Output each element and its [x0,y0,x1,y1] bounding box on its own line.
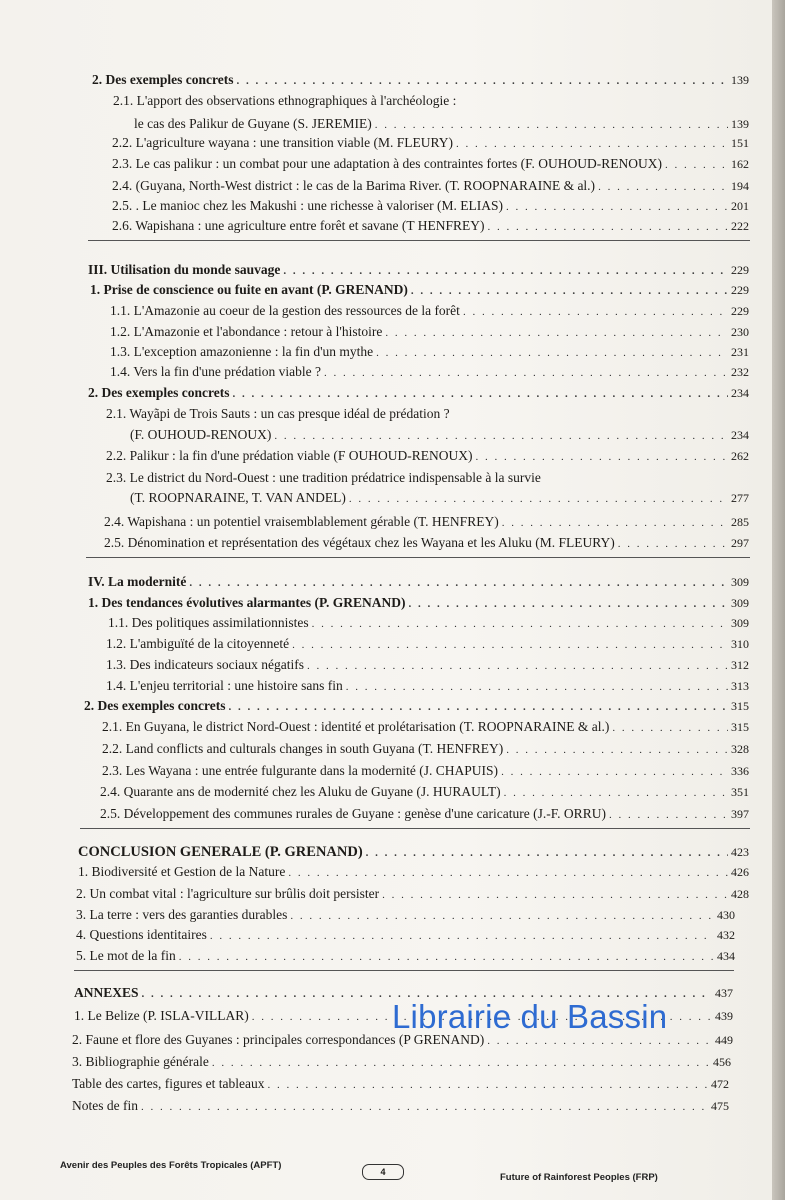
toc-page-number: 139 [731,117,749,131]
leader-dots [411,283,728,299]
toc-heading-text: IV. La modernité [88,574,187,589]
leader-dots [385,325,728,341]
toc-item [106,678,749,695]
toc-item [106,657,749,674]
toc-page-number: 423 [731,845,749,859]
toc-item-text: 1.3. L'exception amazonienne : la fin d'un mythe [110,344,374,359]
toc-heading-section-2 [92,72,749,89]
leader-dots [232,386,728,402]
toc-subheading-text: 2. Des exemples concrets [88,385,230,400]
toc-subheading [88,385,749,402]
toc-item [112,198,749,215]
toc-item [102,719,749,736]
leader-dots [501,764,728,780]
toc-page-number: 309 [731,596,749,610]
toc-page-number: 434 [717,949,735,963]
toc-item [112,218,749,235]
toc-item-text: 2. Un combat vital : l'agriculture sur brûlis doit persister [76,886,380,901]
toc-item [72,1098,729,1115]
leader-dots [312,616,728,632]
toc-item [104,514,749,531]
leader-dots [228,699,728,715]
leader-dots [506,742,728,758]
toc-item [134,116,749,133]
toc-page-number: 231 [731,345,749,359]
watermark-text: Librairie du Bassin [392,998,668,1035]
toc-page-number: 426 [731,865,749,879]
toc-item [72,1076,729,1093]
leader-dots [324,365,728,381]
toc-page-number: 336 [731,764,749,778]
toc-page-number: 139 [731,73,749,87]
toc-heading-section-3 [88,262,749,279]
leader-dots [376,345,728,361]
toc-page-number: 315 [731,720,749,734]
leader-dots [488,219,728,235]
toc-heading-text: III. Utilisation du monde sauvage [88,262,281,277]
toc-page-number: 428 [731,887,749,901]
toc-item-text: 1.1. L'Amazonie au coeur de la gestion des ressources de la forêt [110,303,460,318]
toc-page-number: 432 [717,928,735,942]
leader-dots [189,575,728,591]
leader-dots [236,73,728,89]
toc-item-text: (T. ROOPNARAINE, T. VAN ANDEL) [130,490,346,505]
toc-item [76,886,749,903]
toc-subheading-text: 2. Des exemples concrets [84,698,226,713]
toc-item-text: 2.5. Dénomination et représentation des végétaux chez les Wayana et les Aluku (M. FLEURY) [104,535,615,550]
toc-page-number: 194 [731,179,749,193]
leader-dots [456,136,728,152]
toc-item-text: 2.5. Développement des communes rurales de Guyane : genèse d'une caricature (J.-F. ORRU) [100,806,606,821]
toc-page-number: 297 [731,536,749,550]
toc-page-number: 229 [731,304,749,318]
toc-heading-conclusion [78,844,749,861]
toc-item-text: 3. Bibliographie générale [72,1054,209,1069]
toc-item [106,636,749,653]
toc-item [78,864,749,881]
toc-item-text: 1. Biodiversité et Gestion de la Nature [78,864,286,879]
section-divider [88,240,750,241]
toc-item [110,324,749,341]
toc-item [110,344,749,361]
toc-item [76,907,735,924]
leader-dots [506,199,728,215]
toc-page-number: 309 [731,616,749,630]
toc-item [112,135,749,152]
toc-page-number: 230 [731,325,749,339]
toc-page-number: 310 [731,637,749,651]
page-edge-shadow [772,0,785,1200]
toc-item [110,303,749,320]
toc-item-text: 2.4. (Guyana, North-West district : le cas de la Barima River. (T. ROOPNARAINE & al.) [112,178,596,193]
toc-page-number: 328 [731,742,749,756]
leader-dots [212,1055,710,1071]
toc-item-text: 1. Le Belize (P. ISLA-VILLAR) [74,1008,249,1023]
toc-item [76,927,735,944]
toc-page-number: 234 [731,386,749,400]
toc-page-number: 232 [731,365,749,379]
toc-item [110,364,749,381]
toc-item [106,448,749,465]
toc-item [102,763,749,780]
toc-item-text: (F. OUHOUD-RENOUX) [130,427,272,442]
toc-item-text: Table des cartes, figures et tableaux [72,1076,265,1091]
leader-dots [179,949,714,965]
toc-item-text: 2.1. L'apport des observations ethnographiques à l'archéologie : [113,93,457,108]
leader-dots [283,263,728,279]
toc-page-number: 456 [713,1055,731,1069]
toc-item-text: Notes de fin [72,1098,138,1113]
toc-subheading-text: 1. Des tendances évolutives alarmantes (P. GRENAND) [88,595,406,610]
toc-item-text: 1.3. Des indicateurs sociaux négatifs [106,657,304,672]
leader-dots [476,449,729,465]
toc-item-text: 2.6. Wapishana : une agriculture entre forêt et savane (T HENFREY) [112,218,485,233]
toc-subheading [90,282,749,299]
toc-heading-text: CONCLUSION GENERALE (P. GRENAND) [78,844,363,860]
toc-item [108,615,749,632]
toc-item-text: 2.4. Quarante ans de modernité chez les Aluku de Guyane (J. HURAULT) [100,784,501,799]
leader-dots [292,637,728,653]
toc-page-number: 313 [731,679,749,693]
toc-page-number: 351 [731,785,749,799]
leader-dots [141,1099,708,1115]
leader-dots [504,785,728,801]
toc-page-number: 439 [715,1009,733,1023]
toc-subheading [84,698,749,715]
toc-item [130,427,749,444]
leader-dots [307,658,728,674]
toc-page-number: 262 [731,449,749,463]
toc-item-text: 2.3. Le district du Nord-Ouest : une tradition prédatrice indispensable à la survie [106,470,541,485]
leader-dots [346,679,728,695]
leader-dots [375,117,728,133]
toc-item-text: 1.1. Des politiques assimilationnistes [108,615,309,630]
toc-item-text: 2.1. En Guyana, le district Nord-Ouest : identité et prolétarisation (T. ROOPNARAINE & al.) [102,719,610,734]
toc-item-text: 4. Questions identitaires [76,927,207,942]
section-divider [74,970,734,971]
toc-item-text: 2.4. Wapishana : un potentiel vraisemblablement gérable (T. HENFREY) [104,514,499,529]
section-divider [86,557,750,558]
toc-heading-text: 2. Des exemples concrets [92,72,234,87]
toc-item [100,806,749,823]
toc-page-number: 430 [717,908,735,922]
leader-dots [349,491,728,507]
toc-item [112,156,749,173]
toc-item-text: 2. Faune et flore des Guyanes : principales correspondances (P GRENAND) [72,1032,485,1047]
leader-dots [366,845,728,861]
toc-item-text: le cas des Palikur de Guyane (S. JEREMIE) [134,116,372,131]
toc-item-text: 1.4. L'enjeu territorial : une histoire sans fin [106,678,343,693]
leader-dots [290,908,714,924]
toc-item-text: 2.2. L'agriculture wayana : une transition viable (M. FLEURY) [112,135,453,150]
toc-page-number: 475 [711,1099,729,1113]
leader-dots [598,179,728,195]
toc-subheading [88,595,749,612]
toc-page-number: 151 [731,136,749,150]
toc-page-number: 309 [731,575,749,589]
toc-page-number: 229 [731,263,749,277]
toc-item [112,178,749,195]
toc-item [102,741,749,758]
toc-item-text: 1.4. Vers la fin d'une prédation viable ? [110,364,321,379]
toc-item-text: 2.2. Palikur : la fin d'une prédation viable (F OUHOUD-RENOUX) [106,448,473,463]
leader-dots [612,720,728,736]
toc-item-text: 2.2. Land conflicts and culturals changes in south Guyana (T. HENFREY) [102,741,504,756]
toc-page-number: 162 [731,157,749,171]
toc-page-number: 229 [731,283,749,297]
leader-dots [609,807,728,823]
toc-page-number: 315 [731,699,749,713]
toc-item-text: 2.5. . Le manioc chez les Makushi : une richesse à valoriser (M. ELIAS) [112,198,504,213]
toc-item-text: 1.2. L'Amazonie et l'abondance : retour à l'histoire [110,324,383,339]
toc-subheading-text: 1. Prise de conscience ou fuite en avant (P. GRENAND) [90,282,408,297]
toc-item-text: 1.2. L'ambiguïté de la citoyenneté [106,636,290,651]
footer-right: Future of Rainforest Peoples (FRP) [500,1172,658,1183]
toc-item-text: 3. La terre : vers des garanties durables [76,907,288,922]
toc-page-number: 285 [731,515,749,529]
toc-page-number: 449 [715,1033,733,1047]
toc-item [72,1054,731,1071]
leader-dots [618,536,728,552]
toc-page-number: 222 [731,219,749,233]
toc-item [130,490,749,507]
toc-heading-section-4 [88,574,749,591]
leader-dots [210,928,714,944]
leader-dots [382,887,728,903]
leader-dots [274,428,728,444]
leader-dots [665,157,728,173]
toc-item [104,535,749,552]
toc-item-text: 2.3. Les Wayana : une entrée fulgurante dans la modernité (J. CHAPUIS) [102,763,499,778]
toc-heading-text: ANNEXES [74,985,139,1000]
toc-item-text: 2.1. Wayãpi de Trois Sauts : un cas presque idéal de prédation ? [106,406,450,421]
toc-page-number: 437 [715,986,733,1000]
toc-item-text: 5. Le mot de la fin [76,948,176,963]
toc-page-number: 234 [731,428,749,442]
footer-left: Avenir des Peuples des Forêts Tropicales (APFT) [60,1160,282,1171]
toc-item [76,948,735,965]
toc-page-number: 397 [731,807,749,821]
leader-dots [288,865,728,881]
toc-page-number: 312 [731,658,749,672]
leader-dots [463,304,728,320]
toc-item [100,784,749,801]
toc-page-number: 201 [731,199,749,213]
leader-dots [267,1077,708,1093]
section-divider [80,828,750,829]
toc-item-text: 2.3. Le cas palikur : un combat pour une adaptation à des contraintes fortes (F. OUHOUD-RENOUX) [112,156,663,171]
leader-dots [502,515,728,531]
toc-page-number: 277 [731,491,749,505]
leader-dots [408,596,728,612]
page-number: 4 [362,1164,404,1180]
toc-page-number: 472 [711,1077,729,1091]
